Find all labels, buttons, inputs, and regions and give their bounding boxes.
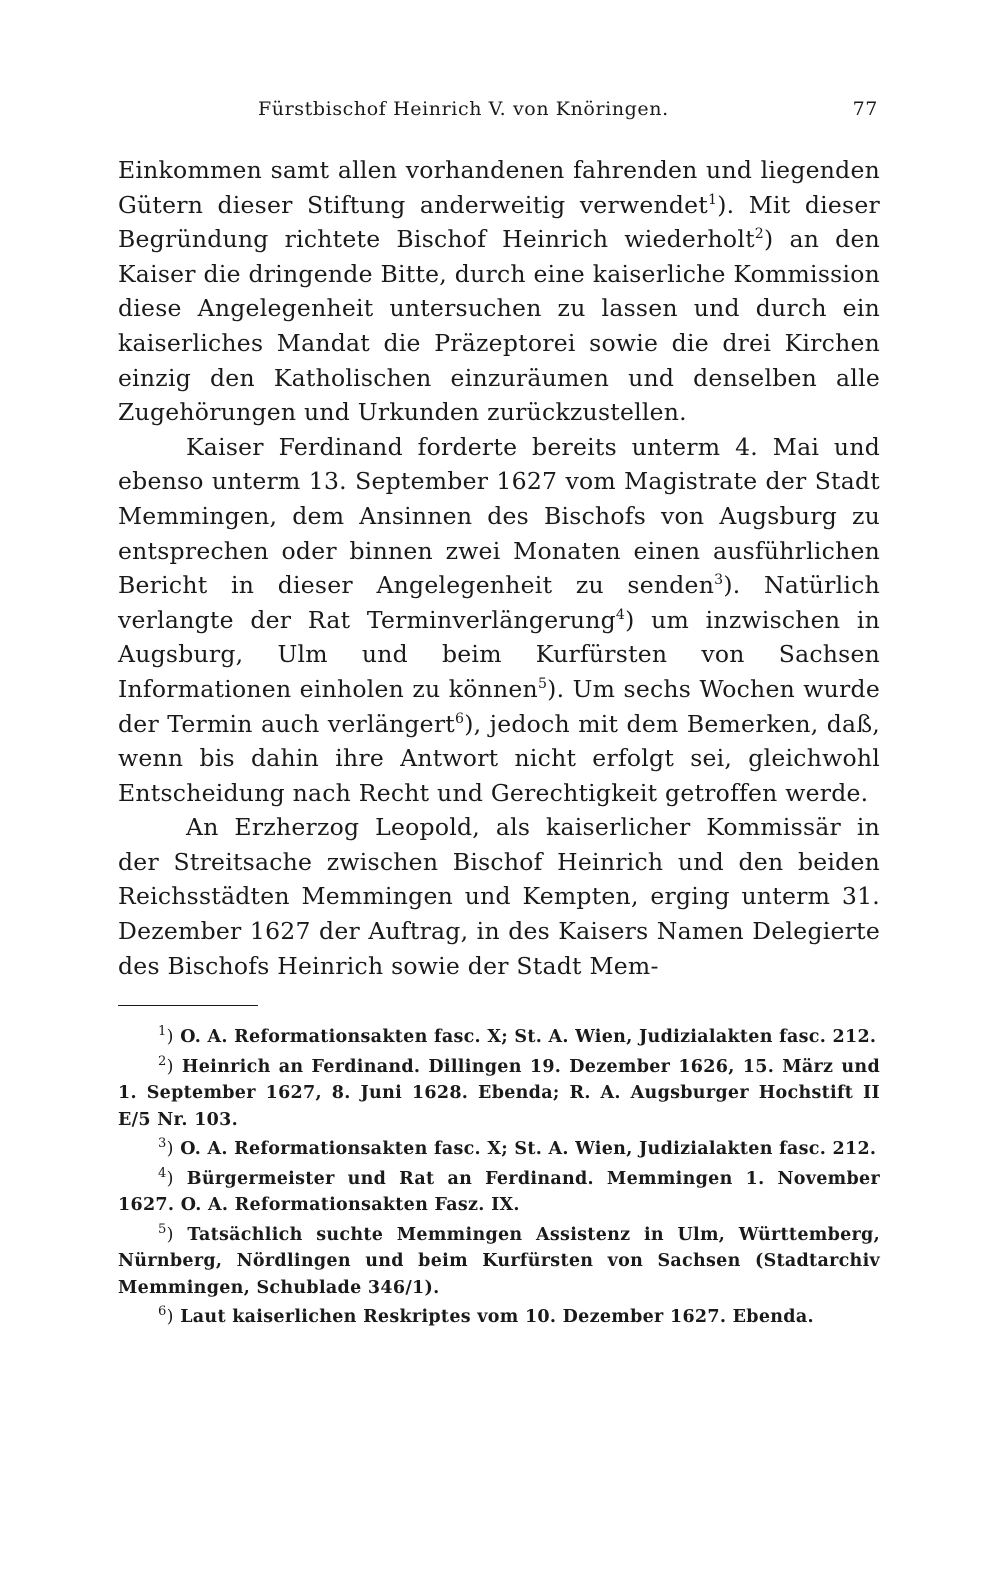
footnote-ref-6: 6 bbox=[455, 710, 465, 727]
footnotes bbox=[118, 1024, 880, 1331]
footnote-number: 5 bbox=[158, 1221, 167, 1237]
footnote-number: 1 bbox=[158, 1024, 167, 1040]
running-title: Fürstbischof Heinrich V. von Knöringen. bbox=[258, 98, 669, 120]
footnote-ref-3: 3 bbox=[714, 572, 724, 589]
running-header bbox=[118, 98, 880, 128]
footnote-text: O. A. Reformationsakten fasc. X; St. A. Wien, Judizialakten fasc. 212. bbox=[180, 1139, 877, 1160]
footnote-text: Laut kaiserlichen Reskriptes vom 10. Dezember 1627. Ebenda. bbox=[180, 1307, 814, 1328]
footnote-ref-1: 1 bbox=[708, 191, 718, 208]
footnote-3: $^3$) O. A. Reformationsakten fasc. X; St. A. Wien, Judizialakten fasc. 212. bbox=[158, 1136, 877, 1160]
footnote-separator bbox=[118, 1005, 258, 1006]
footnote-1: $^1$) O. A. Reformationsakten fasc. X; St. A. Wien, Judizialakten fasc. 212. bbox=[158, 1024, 877, 1048]
main-text bbox=[118, 153, 880, 983]
footnote-2: $^2$) Heinrich an Ferdinand. Dillingen 19. Dezember 1626, 15. März und 1. September 1627, 8. Juni 1628. Ebenda; R. A. Augsburger Hochstift II E/5 Nr. 103. bbox=[118, 1053, 880, 1130]
footnote-text: Heinrich an Ferdinand. Dillingen 19. Dezember 1626, 15. März und 1. September 1627, 8. Juni 1628. Ebenda; R. A. Augsburger Hochstift II E/5 Nr. 103. bbox=[118, 1056, 880, 1130]
page-number: 77 bbox=[852, 98, 878, 120]
footnote-number: 6 bbox=[158, 1304, 167, 1320]
footnote-5: $^5$) Tatsächlich suchte Memmingen Assistenz in Ulm, Württemberg, Nürnberg, Nördlingen und beim Kurfürsten von Sachsen (Stadtarchiv Memmingen, Schublade 346/1). bbox=[118, 1221, 880, 1298]
paragraph-1 bbox=[118, 153, 880, 430]
footnote-ref-2: 2 bbox=[754, 226, 765, 243]
paragraph-2-text-3: ) um inzwischen in Augsburg, Ulm und beim Kurfürsten von Sachsen Informationen einholen zu können bbox=[118, 605, 880, 703]
paragraph-3 bbox=[118, 810, 880, 983]
paragraph-2-text-2: ). Natürlich verlangte der Rat Terminverlängerung bbox=[118, 571, 880, 634]
footnote-number: 4 bbox=[158, 1165, 167, 1181]
footnote-number: 2 bbox=[158, 1053, 167, 1069]
footnote-ref-4: 4 bbox=[615, 606, 626, 623]
paragraph-1-text-3: ) an den Kaiser die dringende Bitte, durch eine kaiserliche Kommission diese Angelegenheit untersuchen zu lassen und durch ein kaiserliches Mandat die Präzeptorei sowie die drei Kirchen einzig den Katholischen einzuräumen und denselben alle Zugehörungen und Urkunden zurückzustellen. bbox=[118, 225, 880, 427]
book-page bbox=[118, 98, 880, 1334]
footnote-6: $^6$) Laut kaiserlichen Reskriptes vom 10. Dezember 1627. Ebenda. bbox=[158, 1304, 814, 1328]
footnote-ref-5: 5 bbox=[537, 676, 548, 693]
paragraph-2 bbox=[118, 430, 880, 811]
paragraph-3-text: An Erzherzog Leopold, als kaiserlicher Kommissär in der Streitsache zwischen Bischof Heinrich und den beiden Reichsstädten Memmingen und Kempten, erging unterm 31. Dezember 1627 der Auftrag, in des Kaisers Namen Delegierte des Bischofs Heinrich sowie der Stadt Mem- bbox=[118, 813, 880, 980]
paragraph-2-text-5: ), jedoch mit dem Bemerken, daß, wenn bis dahin ihre Antwort nicht erfolgt sei, gleichwohl Entscheidung nach Recht und Gerechtigkeit getroffen werde. bbox=[118, 709, 880, 807]
paragraph-2-text-1: Kaiser Ferdinand forderte bereits unterm 4. Mai und ebenso unterm 13. September 1627 vom Magistrate der Stadt Memmingen, dem Ansinnen des Bischofs von Augsburg zu entsprechen oder binnen zwei Monaten einen ausführlichen Bericht in dieser Angelegenheit zu senden bbox=[118, 432, 880, 600]
footnote-text: Tatsächlich suchte Memmingen Assistenz in Ulm, Württemberg, Nürnberg, Nördlingen und beim Kurfürsten von Sachsen (Stadtarchiv Memmingen, Schublade 346/1). bbox=[118, 1224, 880, 1298]
paragraph-2-text-4: ). Um sechs Wochen wurde der Termin auch verlängert bbox=[118, 674, 880, 738]
paragraph-1-text-1: Einkommen samt allen vorhandenen fahrenden und liegenden Gütern dieser Stiftung anderweitig verwendet bbox=[118, 156, 880, 219]
paragraph-1-text-2: ). Mit dieser Begründung richtete Bischof Heinrich wiederholt bbox=[118, 190, 880, 254]
footnote-4: $^4$) Bürgermeister und Rat an Ferdinand. Memmingen 1. November 1627. O. A. Reformationsakten Fasz. IX. bbox=[118, 1165, 880, 1216]
footnote-text: O. A. Reformationsakten fasc. X; St. A. Wien, Judizialakten fasc. 212. bbox=[180, 1027, 877, 1048]
footnote-number: 3 bbox=[158, 1136, 167, 1152]
footnote-text: Bürgermeister und Rat an Ferdinand. Memmingen 1. November 1627. O. A. Reformationsakten Fasz. IX. bbox=[118, 1168, 880, 1216]
